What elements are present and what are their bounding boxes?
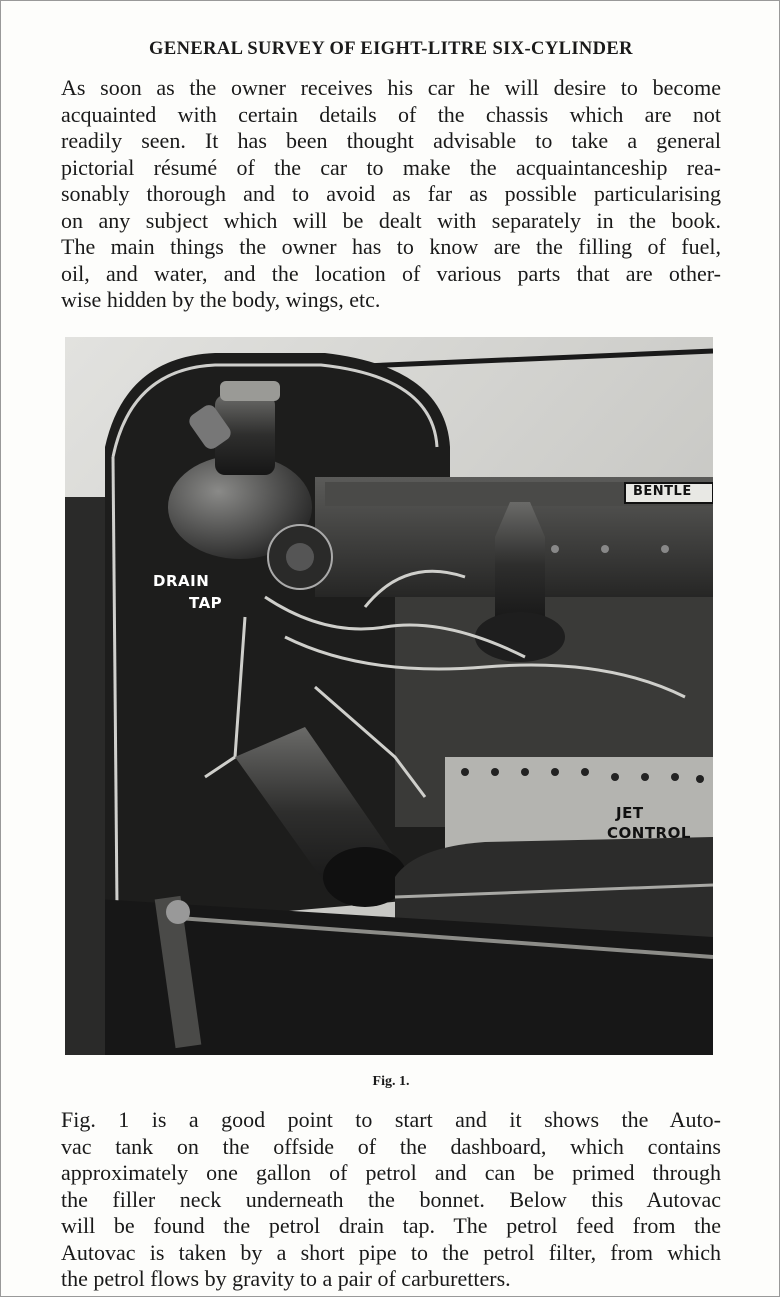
text-line: Autovac is taken by a short pipe to the petrol filter, from which xyxy=(61,1239,721,1265)
text-line: acquainted with certain details of the chassis which are not xyxy=(61,101,721,127)
text-line: Fig. 1 is a good point to start and it shows the Auto- xyxy=(61,1107,721,1132)
drain-label: DRAIN xyxy=(153,572,210,590)
figure-caption: Fig. 1. xyxy=(372,1074,410,1089)
jet-label: JET xyxy=(616,804,644,822)
text-line: wise hidden by the body, wings, etc. xyxy=(61,287,381,312)
engine-illustration xyxy=(65,337,713,1055)
text-line: As soon as the owner receives his car he will desire to become xyxy=(61,75,721,100)
text-line: on any subject which will be dealt with separately in the book. xyxy=(61,207,721,233)
text-line: The main things the owner has to know are the filling of fuel, xyxy=(61,234,721,259)
text-line: pictorial résumé of the car to make the acquaintanceship rea- xyxy=(61,154,721,180)
nameplate-label: BENTLE xyxy=(633,484,692,499)
page-heading: GENERAL SURVEY OF EIGHT-LITRE SIX-CYLINDER xyxy=(149,39,633,59)
text-line: the petrol flows by gravity to a pair of carburetters. xyxy=(61,1266,511,1291)
tap-label: TAP xyxy=(189,594,223,612)
outro-paragraph xyxy=(61,1107,721,1293)
text-line: vac tank on the offside of the dashboard, which contains xyxy=(61,1133,721,1159)
intro-paragraph xyxy=(61,75,721,314)
control-label: CONTROL xyxy=(607,824,691,842)
text-line: sonably thorough and to avoid as far as possible particularising xyxy=(61,181,721,206)
text-line: the filler neck underneath the bonnet. Below this Autovac xyxy=(61,1186,721,1212)
text-line: will be found the petrol drain tap. The petrol feed from the xyxy=(61,1213,721,1238)
text-line: approximately one gallon of petrol and can be primed through xyxy=(61,1160,721,1185)
engine-photograph xyxy=(65,337,713,1055)
text-line: readily seen. It has been thought advisable to take a general xyxy=(61,128,721,153)
text-line: oil, and water, and the location of various parts that are other- xyxy=(61,260,721,286)
